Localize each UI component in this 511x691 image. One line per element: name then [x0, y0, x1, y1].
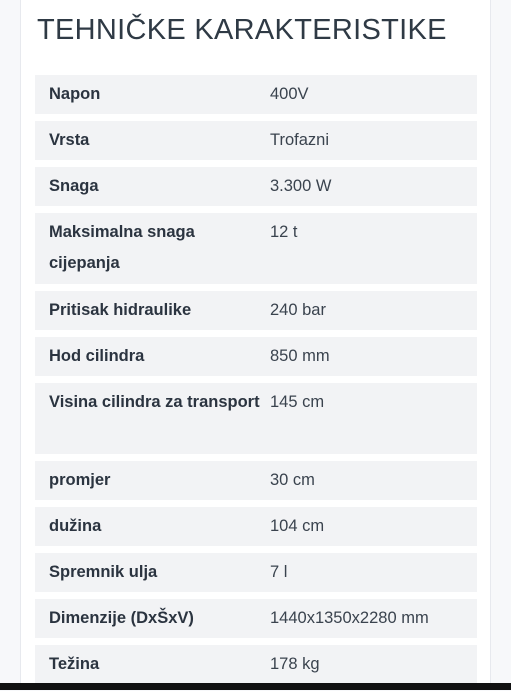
spec-row-tezina [35, 645, 477, 684]
spec-label: Snaga [49, 177, 99, 195]
spec-row-pritisak [35, 291, 477, 330]
spec-value: 178 kg [270, 655, 320, 673]
spec-row-snaga [35, 167, 477, 206]
spec-value: 30 cm [270, 471, 315, 489]
specs-card [20, 0, 491, 690]
spec-row-duzina [35, 507, 477, 546]
spec-value: 1440x1350x2280 mm [270, 609, 429, 627]
spec-label: Maksimalna snaga cijepanja [49, 223, 195, 272]
bottom-bar [0, 683, 511, 690]
spec-value: 145 cm [270, 393, 325, 411]
spec-row-promjer [35, 461, 477, 500]
spec-value: 400V [270, 85, 309, 103]
spec-row-spremnik [35, 553, 477, 592]
spec-label: Napon [49, 85, 101, 103]
spec-label: Spremnik ulja [49, 563, 158, 581]
spec-label: Dimenzije (DxŠxV) [49, 609, 194, 627]
spec-value: 7 l [270, 563, 288, 581]
spec-value: 104 cm [270, 517, 325, 535]
spec-value: Trofazni [270, 131, 329, 149]
spec-label: Hod cilindra [49, 347, 145, 365]
spec-row-visina [35, 383, 477, 454]
spec-row-vrsta [35, 121, 477, 160]
spec-value: 3.300 W [270, 177, 332, 195]
spec-value: 850 mm [270, 347, 330, 365]
section-title: TEHNIČKE KARAKTERISTIKE [37, 14, 447, 46]
spec-label: promjer [49, 471, 111, 489]
spec-label: Težina [49, 655, 100, 673]
spec-label: Pritisak hidraulike [49, 301, 192, 319]
spec-row-hod [35, 337, 477, 376]
spec-value: 240 bar [270, 301, 326, 319]
spec-label: Visina cilindra za transport [49, 393, 260, 411]
spec-label: Vrsta [49, 131, 90, 149]
spec-row-dimenzije [35, 599, 477, 638]
spec-value: 12 t [270, 223, 298, 241]
spec-row-napon [35, 75, 477, 114]
spec-label: dužina [49, 517, 102, 535]
specs-table [35, 75, 477, 691]
spec-row-max-snaga [35, 213, 477, 284]
